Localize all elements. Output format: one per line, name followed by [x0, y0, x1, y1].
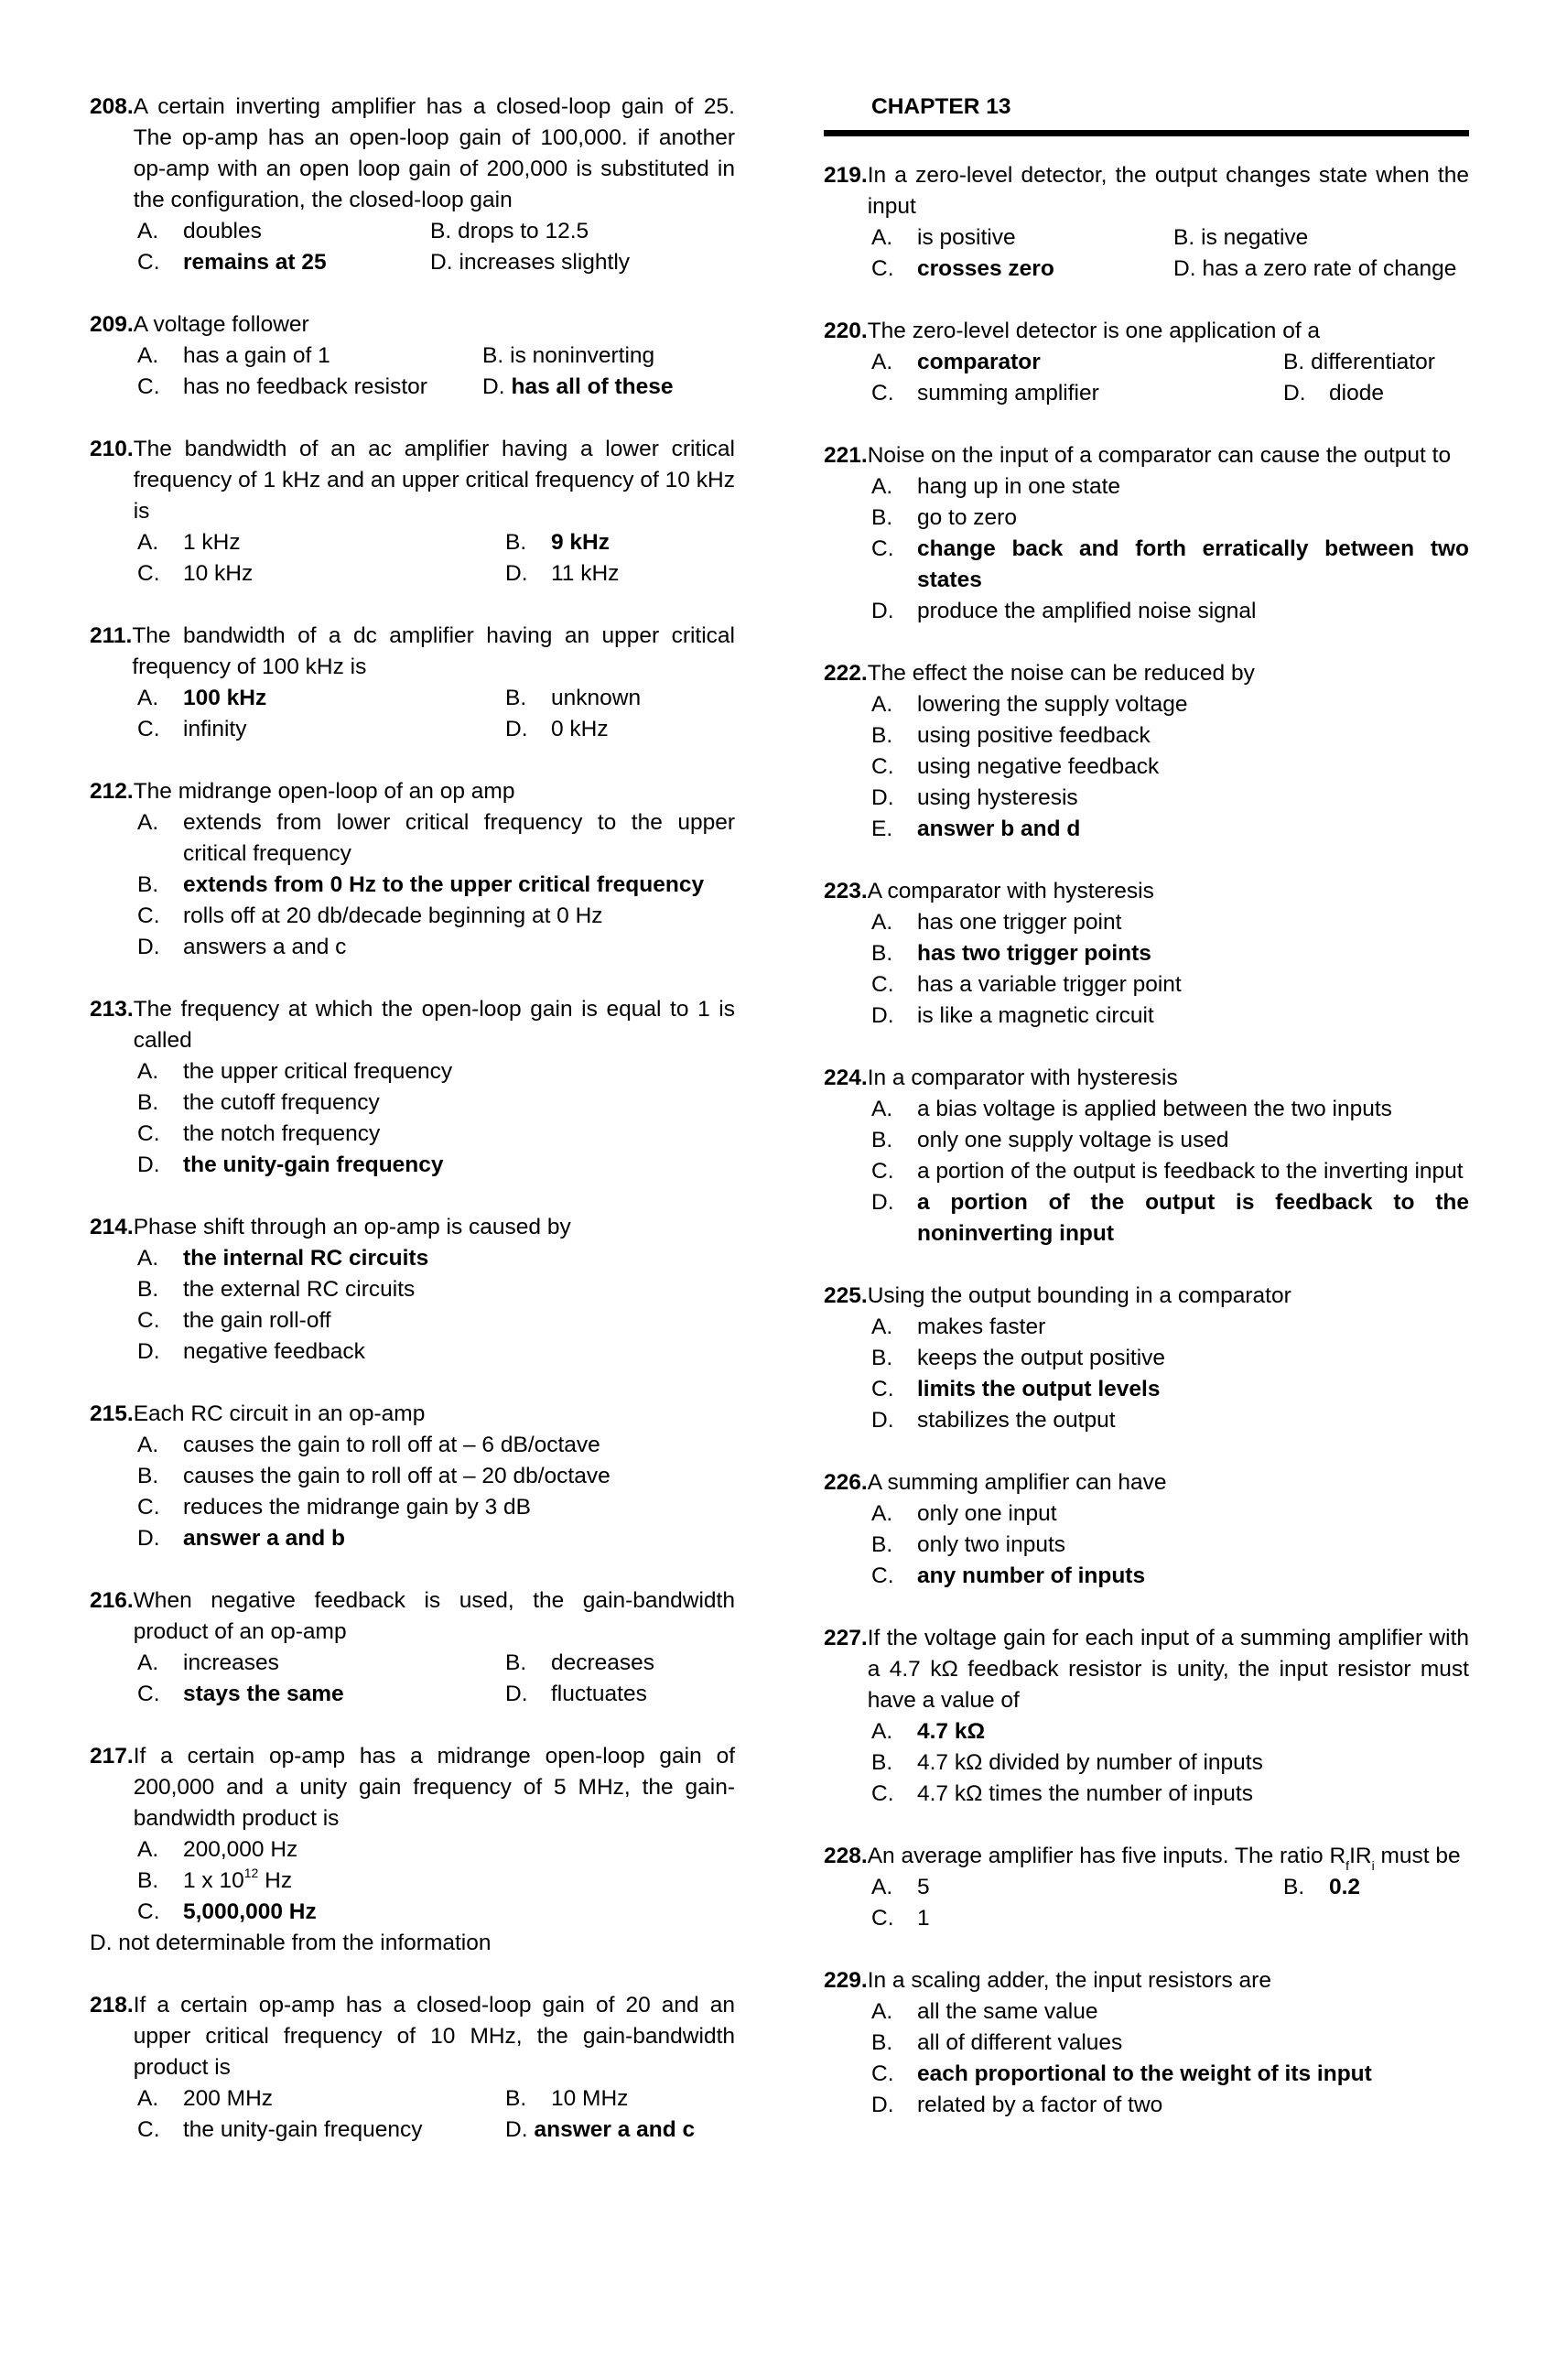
option-letter: C. [137, 1495, 160, 1520]
option-text: a portion of the output is feedback to the inverting input [917, 1159, 1464, 1184]
option-letter: C. [137, 250, 160, 275]
option-letter: A. [871, 910, 893, 935]
option-text: drops to 12.5 [458, 219, 589, 243]
option-text: differentiator [1311, 350, 1435, 374]
option-letter: D. [137, 1526, 160, 1551]
option-letter: C. [137, 717, 160, 741]
option-text: 10 kHz [183, 561, 254, 586]
option-letter: A. [137, 1246, 159, 1271]
option-text: all of different values [917, 2030, 1123, 2055]
question-number: 219. [824, 163, 868, 188]
option-text: summing amplifier [917, 381, 1099, 406]
option-text: related by a factor of two [917, 2093, 1163, 2117]
option-text: extends from lower critical frequency to the upper critical frequency [183, 810, 735, 866]
option-text-correct: answer b and d [917, 817, 1081, 841]
option-letter: D. [871, 1408, 894, 1433]
option-letter: B. [482, 343, 504, 368]
question-number: 218. [90, 1993, 134, 2018]
option-letter: A. [871, 692, 893, 717]
option-letter: B. [1283, 1875, 1305, 1899]
option-text: 1 [917, 1906, 930, 1931]
option-letter: A. [871, 474, 893, 499]
question-number: 215. [90, 1401, 134, 1426]
option-text: D. not determinable from the information [90, 1931, 492, 1955]
option-letter: D. [871, 599, 894, 623]
option-letter: D. [505, 717, 528, 741]
option-letter: C. [871, 754, 894, 779]
question-number: 220. [824, 319, 868, 343]
question-226 [824, 1467, 1469, 1592]
option-text: go to zero [917, 505, 1017, 530]
option-text: rolls off at 20 db/decade beginning at 0 Hz [183, 903, 603, 928]
question-209 [90, 309, 735, 403]
option-text: has a variable trigger point [917, 972, 1182, 997]
option-letter: D. [430, 250, 453, 275]
option-text-correct: 4.7 kΩ [917, 1719, 986, 1744]
option-text-correct: each proportional to the weight of its input [917, 2061, 1372, 2086]
question-text: If a certain op-amp has a closed-loop gain of 20 and an upper critical frequency of 10 MHz, the gain-bandwidth product is [133, 1993, 735, 2080]
question-212 [90, 776, 735, 963]
option-letter: A. [137, 686, 159, 710]
option-letter: E. [871, 817, 893, 841]
option-text: the gain roll-off [183, 1308, 331, 1333]
question-number: 221. [824, 443, 868, 468]
option-text: only one input [917, 1501, 1057, 1526]
option-letter: D. [505, 561, 528, 586]
option-letter: C. [137, 1308, 160, 1333]
question-text: The effect the noise can be reduced by [867, 661, 1255, 686]
question-number: 210. [90, 437, 134, 461]
option-text-correct: extends from 0 Hz to the upper critical frequency [183, 872, 705, 897]
question-220 [824, 316, 1469, 409]
option-text: produce the amplified noise signal [917, 599, 1257, 623]
question-215 [90, 1399, 735, 1554]
option-letter: A. [137, 530, 159, 555]
question-222 [824, 658, 1469, 845]
option-letter: C. [137, 2117, 160, 2142]
option-text-correct: 9 kHz [551, 530, 611, 555]
option-text: 11 kHz [551, 561, 620, 586]
option-letter: B. [430, 219, 452, 243]
option-text: 4.7 kΩ divided by number of inputs [917, 1750, 1263, 1775]
option-letter: B. [1173, 225, 1195, 250]
question-text: A comparator with hysteresis [867, 879, 1154, 903]
question-number: 209. [90, 312, 134, 337]
option-text: 10 MHz [551, 2086, 629, 2111]
chapter-divider [824, 130, 1469, 136]
option-letter: B. [137, 1277, 159, 1302]
question-text: The bandwidth of an ac amplifier having a lower critical frequency of 1 kHz and an upper critical frequency of 10 kHz is [133, 437, 735, 524]
option-text-correct: 0.2 [1329, 1875, 1361, 1899]
subscript: i [1371, 1857, 1375, 1873]
question-text: The zero-level detector is one application of a [867, 319, 1321, 343]
option-text: 4.7 kΩ times the number of inputs [917, 1781, 1253, 1806]
question-214 [90, 1212, 735, 1368]
option-letter: A. [871, 1097, 893, 1121]
question-number: 228. [824, 1844, 868, 1868]
option-letter: A. [137, 2086, 159, 2111]
option-text: the unity-gain frequency [183, 2117, 423, 2142]
question-216 [90, 1585, 735, 1710]
option-letter: C. [871, 1563, 894, 1588]
option-letter: D. [1173, 256, 1196, 281]
option-text: the upper critical frequency [183, 1059, 453, 1084]
option-text-correct: stays the same [183, 1682, 344, 1706]
question-number: 224. [824, 1066, 868, 1090]
option-letter: C. [137, 1899, 160, 1924]
option-text: 1 kHz [183, 530, 241, 555]
question-number: 211. [90, 623, 133, 648]
question-213 [90, 994, 735, 1181]
option-text-correct: remains at 25 [183, 250, 327, 275]
option-text-correct: limits the output levels [917, 1377, 1161, 1401]
option-text: has one trigger point [917, 910, 1122, 935]
option-text-correct: any number of inputs [917, 1563, 1146, 1588]
option-text-correct: has all of these [511, 374, 674, 399]
option-letter: A. [871, 225, 893, 250]
option-text: is like a magnetic circuit [917, 1003, 1154, 1028]
option-text: decreases [551, 1650, 655, 1675]
option-letter: B. [1283, 350, 1305, 374]
option-text: only one supply voltage is used [917, 1128, 1229, 1152]
option-text: the notch frequency [183, 1121, 381, 1146]
option-text: diode [1329, 381, 1384, 406]
option-letter: B. [505, 2086, 527, 2111]
question-223 [824, 876, 1469, 1032]
question-number: 212. [90, 779, 134, 804]
option-text-correct: crosses zero [917, 256, 1054, 281]
option-letter: D. [871, 1003, 894, 1028]
option-text-correct: the unity-gain frequency [183, 1152, 444, 1177]
left-column [90, 92, 735, 2177]
option-letter: A. [871, 350, 893, 374]
chapter-heading: CHAPTER 13 [871, 94, 1011, 119]
option-text: fluctuates [551, 1682, 647, 1706]
question-text-part: must be [1374, 1844, 1461, 1868]
option-letter: C. [137, 561, 160, 586]
question-text-part: IR [1349, 1844, 1372, 1868]
question-number: 213. [90, 997, 134, 1022]
question-218 [90, 1990, 735, 2146]
option-letter: A. [137, 1650, 159, 1675]
option-letter: D. [871, 785, 894, 810]
question-text: The frequency at which the open-loop gain is equal to 1 is called [133, 997, 735, 1053]
option-letter: B. [871, 941, 893, 966]
option-text: a bias voltage is applied between the two inputs [917, 1097, 1392, 1121]
option-letter: C. [871, 536, 894, 561]
option-text: the external RC circuits [183, 1277, 416, 1302]
option-letter: A. [137, 219, 159, 243]
option-text-correct: 100 kHz [183, 686, 267, 710]
option-text: causes the gain to roll off at – 20 db/octave [183, 1464, 611, 1488]
question-210 [90, 434, 735, 590]
question-text: Noise on the input of a comparator can cause the output to [867, 443, 1452, 468]
question-text: Phase shift through an op-amp is caused by [133, 1215, 571, 1239]
option-letter: A. [137, 1837, 159, 1862]
option-text: has a gain of 1 [183, 343, 330, 368]
option-letter: A. [137, 810, 159, 835]
option-text-correct: change back and forth erratically between two states [917, 536, 1469, 592]
question-number: 227. [824, 1626, 868, 1650]
option-text: using hysteresis [917, 785, 1078, 810]
question-text-part: An average amplifier has five inputs. The ratio R [867, 1844, 1346, 1868]
question-text: If a certain op-amp has a midrange open-loop gain of 200,000 and a unity gain frequency of 5 MHz, the gain-bandwidth product is [133, 1744, 735, 1831]
question-text: A voltage follower [133, 312, 309, 337]
option-text [183, 1866, 735, 1897]
option-text: using positive feedback [917, 723, 1151, 748]
question-221 [824, 440, 1469, 627]
option-text: 200 MHz [183, 2086, 274, 2111]
option-letter: D. [871, 2093, 894, 2117]
exponent: 12 [243, 1865, 259, 1880]
option-text: all the same value [917, 1999, 1098, 2024]
option-letter: D. [137, 935, 160, 959]
option-text: the cutoff frequency [183, 1090, 380, 1115]
option-letter: A. [871, 1875, 893, 1899]
option-letter: B. [871, 1346, 893, 1370]
option-letter: B. [871, 2030, 893, 2055]
question-number: 214. [90, 1215, 134, 1239]
option-text: has no feedback resistor [183, 374, 427, 399]
option-letter: B. [871, 1532, 893, 1557]
option-letter: B. [137, 872, 159, 897]
question-number: 225. [824, 1283, 868, 1308]
question-text: In a comparator with hysteresis [867, 1066, 1178, 1090]
option-letter: B. [505, 686, 527, 710]
question-219 [824, 160, 1469, 285]
question-229 [824, 1965, 1469, 2121]
option-text-correct: the internal RC circuits [183, 1246, 429, 1271]
question-text: The midrange open-loop of an op amp [133, 779, 515, 804]
option-letter: C. [871, 2061, 894, 2086]
question-227 [824, 1623, 1469, 1810]
option-letter: C. [137, 1121, 160, 1146]
option-text-correct: has two trigger points [917, 941, 1151, 966]
question-text: Each RC circuit in an op-amp [133, 1401, 426, 1426]
option-letter: B. [137, 1090, 159, 1115]
question-217 [90, 1741, 735, 1959]
question-text: When negative feedback is used, the gain-bandwidth product of an op-amp [133, 1588, 735, 1644]
question-text: In a scaling adder, the input resistors are [867, 1968, 1271, 1993]
question-228 [824, 1841, 1469, 1934]
option-text-correct: answer a and c [534, 2117, 696, 2142]
option-letter: C. [871, 1377, 894, 1401]
option-letter: B. [137, 1868, 159, 1893]
option-text-correct: comparator [917, 350, 1041, 374]
option-letter: A. [137, 1433, 159, 1457]
option-letter: D. [505, 2117, 528, 2142]
option-text: is negative [1201, 225, 1309, 250]
option-text-correct: 5,000,000 Hz [183, 1899, 317, 1924]
option-letter: C. [137, 374, 160, 399]
option-letter: D. [1283, 381, 1306, 406]
option-text: is noninverting [510, 343, 655, 368]
option-text-unit: Hz [258, 1868, 293, 1893]
option-text: increases [183, 1650, 279, 1675]
option-text-base: 1 x 10 [183, 1868, 244, 1893]
option-text: only two inputs [917, 1532, 1066, 1557]
question-number: 226. [824, 1470, 868, 1495]
subscript: f [1345, 1857, 1350, 1873]
option-letter: B. [871, 1128, 893, 1152]
option-text: makes faster [917, 1314, 1046, 1339]
question-224 [824, 1063, 1469, 1250]
question-211 [90, 621, 735, 745]
right-column [824, 92, 1469, 2152]
option-letter: B. [871, 505, 893, 530]
option-text: has a zero rate of change [1202, 256, 1457, 281]
option-letter: C. [871, 1781, 894, 1806]
option-text: is positive [917, 225, 1016, 250]
option-text: infinity [183, 717, 247, 741]
option-text: lowering the supply voltage [917, 692, 1188, 717]
question-number: 229. [824, 1968, 868, 1993]
option-text: reduces the midrange gain by 3 dB [183, 1495, 531, 1520]
option-letter: C. [137, 903, 160, 928]
question-text: Using the output bounding in a comparator [867, 1283, 1291, 1308]
option-letter: C. [137, 1682, 160, 1706]
option-letter: A. [871, 1999, 893, 2024]
question-text: The bandwidth of a dc amplifier having an upper critical frequency of 100 kHz is [132, 623, 735, 679]
option-text: doubles [183, 219, 262, 243]
question-number: 222. [824, 661, 868, 686]
option-letter: A. [137, 343, 159, 368]
option-letter: D. [871, 1190, 894, 1215]
question-text [868, 1841, 1469, 1872]
option-letter: C. [871, 256, 894, 281]
question-text: If the voltage gain for each input of a summing amplifier with a 4.7 kΩ feedback resistor is unity, the input resistor must have a value of [867, 1626, 1469, 1713]
option-text: causes the gain to roll off at – 6 dB/octave [183, 1433, 600, 1457]
question-text: In a zero-level detector, the output changes state when the input [867, 163, 1469, 219]
option-text: stabilizes the output [917, 1408, 1116, 1433]
question-number: 208. [90, 94, 134, 119]
option-text: hang up in one state [917, 474, 1121, 499]
question-208 [90, 92, 735, 278]
option-letter: C. [871, 1159, 894, 1184]
option-text: keeps the output positive [917, 1346, 1166, 1370]
option-letter: B. [871, 723, 893, 748]
option-letter: D. [137, 1339, 160, 1364]
option-letter: B. [871, 1750, 893, 1775]
question-text: A summing amplifier can have [867, 1470, 1167, 1495]
option-letter: A. [871, 1719, 893, 1744]
option-letter: B. [505, 1650, 527, 1675]
option-letter: A. [871, 1501, 893, 1526]
option-text: 5 [917, 1875, 930, 1899]
question-225 [824, 1281, 1469, 1436]
option-letter: D. [505, 1682, 528, 1706]
option-text: unknown [551, 686, 642, 710]
question-number: 223. [824, 879, 868, 903]
question-number: 216. [90, 1588, 134, 1613]
option-text: 0 kHz [551, 717, 609, 741]
option-letter: D. [137, 1152, 160, 1177]
option-letter: B. [137, 1464, 159, 1488]
option-text-correct: a portion of the output is feedback to the noninverting input [917, 1190, 1469, 1246]
option-text-correct: answer a and b [183, 1526, 346, 1551]
option-letter: A. [871, 1314, 893, 1339]
option-text: using negative feedback [917, 754, 1160, 779]
option-letter: C. [871, 1906, 894, 1931]
question-text: A certain inverting amplifier has a closed-loop gain of 25. The op-amp has an open-loop gain of 100,000. if another op-amp with an open loop gain of 200,000 is substituted in the configuration, the closed-loop gain [133, 94, 735, 212]
option-text: 200,000 Hz [183, 1837, 298, 1862]
option-letter: C. [871, 972, 894, 997]
question-number: 217. [90, 1744, 134, 1769]
option-text: answers a and c [183, 935, 347, 959]
option-letter: C. [871, 381, 894, 406]
option-text: negative feedback [183, 1339, 365, 1364]
option-letter: A. [137, 1059, 159, 1084]
option-letter: D. [482, 374, 505, 399]
option-letter: B. [505, 530, 527, 555]
option-text: increases slightly [459, 250, 631, 275]
